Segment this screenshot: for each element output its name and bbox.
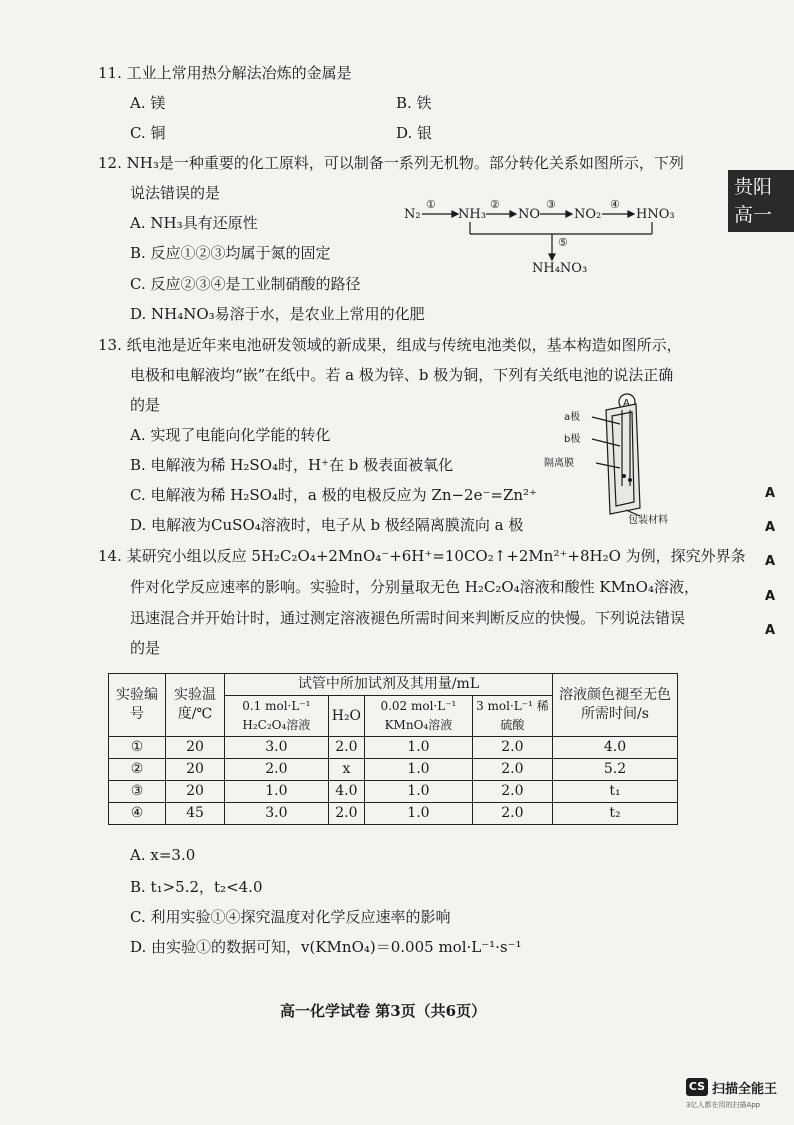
- cell-id: ④: [109, 803, 166, 825]
- q14-option-b: B. t₁>5.2，t₂<4.0: [130, 878, 263, 896]
- cell-kmno4: 1.0: [365, 737, 473, 759]
- q14-stem-line1: 14. 某研究小组以反应 5H₂C₂O₄+2MnO₄⁻+6H⁺=10CO₂↑+2Mn²⁺+8H₂O 为例，探究外界条: [98, 547, 746, 565]
- table-row: [109, 759, 678, 781]
- cell-kmno4: 1.0: [365, 803, 473, 825]
- q11-option-c: C. 铜: [130, 124, 166, 142]
- q14-option-d: D. 由实验①的数据可知，v(KMnO₄)＝0.005 mol·L⁻¹·s⁻¹: [130, 938, 522, 956]
- margin-mark: A: [765, 554, 776, 569]
- table-row: [109, 781, 678, 803]
- q12-option-c: C. 反应②③④是工业制硝酸的路径: [130, 275, 361, 293]
- q14-stem-line2: 件对化学反应速率的影响。实验时，分别量取无色 H₂C₂O₄溶液和酸性 KMnO₄溶液，: [130, 578, 699, 596]
- cell-h2so4: 2.0: [472, 759, 552, 781]
- header-reagents: 试管中所加试剂及其用量/mL: [225, 674, 553, 696]
- n2-label: N₂: [404, 207, 421, 222]
- cell-time: 4.0: [553, 737, 678, 759]
- nh3-label: NH₃: [458, 207, 486, 222]
- cell-h2c2o4: 3.0: [225, 803, 329, 825]
- header-h2so4: 3 mol·L⁻¹ 稀硫酸: [472, 696, 552, 737]
- cell-temp: 20: [166, 737, 225, 759]
- table-row: [109, 803, 678, 825]
- camscanner-tagline: 3亿人都在用的扫描App: [686, 1101, 761, 1109]
- q13-stem-line1: 13. 纸电池是近年来电池研发领域的新成果，组成与传统电池类似，基本构造如图所示，: [98, 336, 682, 354]
- cell-kmno4: 1.0: [365, 781, 473, 803]
- step-4: ④: [610, 198, 620, 211]
- step-2: ②: [490, 198, 500, 211]
- camscanner-logo: CS: [686, 1078, 708, 1096]
- header-decolor-time: 溶液颜色褪至无色所需时间/s: [553, 674, 678, 737]
- q12-option-a: A. NH₃具有还原性: [130, 214, 258, 232]
- cell-water: 4.0: [328, 781, 364, 803]
- packaging-label: 包装材料: [628, 515, 668, 526]
- experiment-table: [108, 673, 678, 825]
- cell-water: x: [328, 759, 364, 781]
- cell-temp: 20: [166, 781, 225, 803]
- camscanner-name: 扫描全能王: [712, 1082, 778, 1097]
- q13-stem-line2: 电极和电解液均“嵌”在纸中。若 a 极为锌、b 极为铜，下列有关纸电池的说法正确: [130, 366, 674, 384]
- ammeter-label: A: [623, 398, 630, 409]
- no2-label: NO₂: [574, 207, 602, 222]
- step-1: ①: [426, 198, 436, 211]
- cell-h2c2o4: 3.0: [225, 737, 329, 759]
- q12-stem-line1: 12. NH₃是一种重要的化工原料，可以制备一系列无机物。部分转化关系如图所示，下列: [98, 154, 684, 172]
- cell-time: t₂: [553, 803, 678, 825]
- margin-mark: A: [765, 520, 776, 535]
- q11-option-b: B. 铁: [396, 94, 432, 112]
- cell-h2c2o4: 1.0: [225, 781, 329, 803]
- margin-mark: A: [765, 623, 776, 638]
- cell-id: ①: [109, 737, 166, 759]
- cell-kmno4: 1.0: [365, 759, 473, 781]
- side-tag-line1: 贵阳: [734, 176, 773, 198]
- cell-time: t₁: [553, 781, 678, 803]
- paper-battery-figure: [540, 390, 700, 530]
- hno3-label: HNO₃: [636, 207, 675, 222]
- step-3: ③: [546, 198, 556, 211]
- q13-option-b: B. 电解液为稀 H₂SO₄时，H⁺在 b 极表面被氧化: [130, 456, 454, 474]
- header-kmno4: 0.02 mol·L⁻¹ KMnO₄溶液: [365, 696, 473, 737]
- q14-option-a: A. x=3.0: [130, 846, 196, 864]
- q11-option-a: A. 镁: [130, 94, 166, 112]
- cell-temp: 45: [166, 803, 225, 825]
- cell-h2so4: 2.0: [472, 737, 552, 759]
- q14-stem-line3: 迅速混合并开始计时，通过测定溶液褪色所需时间来判断反应的快慢。下列说法错误: [130, 609, 686, 627]
- a-electrode-label: a极: [564, 412, 581, 423]
- q14-option-c: C. 利用实验①④探究温度对化学反应速率的影响: [130, 908, 451, 926]
- b-electrode-label: b极: [564, 434, 581, 445]
- cell-id: ③: [109, 781, 166, 803]
- nitrogen-conversion-diagram: [396, 196, 696, 278]
- q12-stem-line2: 说法错误的是: [130, 184, 221, 202]
- header-temperature: 实验温度/℃: [166, 674, 225, 737]
- nh4no3-label: NH₄NO₃: [532, 261, 588, 276]
- page-footer: 高一化学试卷 第3页（共6页）: [280, 1002, 487, 1020]
- q12-option-b: B. 反应①②③均属于氮的固定: [130, 244, 331, 262]
- no-label: NO: [518, 207, 541, 222]
- q13-option-d: D. 电解液为CuSO₄溶液时，电子从 b 极经隔离膜流向 a 极: [130, 516, 524, 534]
- header-exp-no: 实验编号: [109, 674, 166, 737]
- region-grade-tag: [728, 170, 794, 232]
- q11-option-d: D. 银: [396, 124, 433, 142]
- q11-stem: 11. 工业上常用热分解法冶炼的金属是: [98, 64, 352, 82]
- cell-water: 2.0: [328, 803, 364, 825]
- cell-temp: 20: [166, 759, 225, 781]
- margin-mark: A: [765, 589, 776, 604]
- table-row: [109, 737, 678, 759]
- step-5: ⑤: [558, 236, 568, 249]
- q13-option-c: C. 电解液为稀 H₂SO₄时，a 极的电极反应为 Zn−2e⁻=Zn²⁺: [130, 486, 537, 504]
- membrane-label: 隔离膜: [544, 458, 574, 469]
- q13-stem-line3: 的是: [130, 396, 161, 414]
- cell-time: 5.2: [553, 759, 678, 781]
- cell-h2so4: 2.0: [472, 803, 552, 825]
- q13-option-a: A. 实现了电能向化学能的转化: [130, 426, 331, 444]
- side-tag-line2: 高一: [734, 204, 773, 226]
- cell-h2c2o4: 2.0: [225, 759, 329, 781]
- margin-mark: A: [765, 486, 776, 501]
- q14-stem-line4: 的是: [130, 639, 161, 657]
- q12-option-d: D. NH₄NO₃易溶于水，是农业上常用的化肥: [130, 305, 425, 323]
- cell-water: 2.0: [328, 737, 364, 759]
- header-h2c2o4: 0.1 mol·L⁻¹ H₂C₂O₄溶液: [225, 696, 329, 737]
- cell-h2so4: 2.0: [472, 781, 552, 803]
- cell-id: ②: [109, 759, 166, 781]
- header-water: H₂O: [328, 696, 364, 737]
